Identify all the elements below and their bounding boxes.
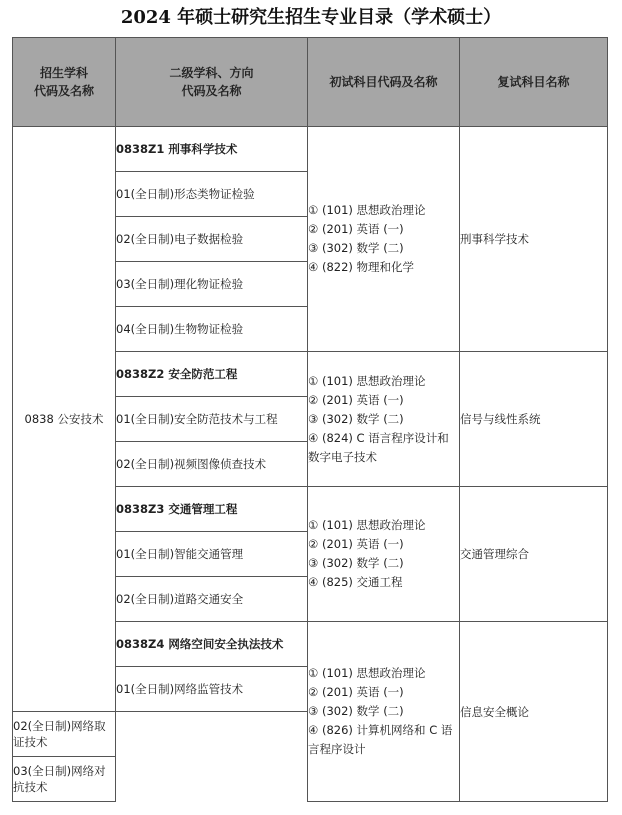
exam-subjects-cell: ① (101) 思想政治理论 ② (201) 英语 (一) ③ (302) 数学 (二) ④ (822) 物理和化学 <box>308 127 460 352</box>
direction-group-title: 0838Z1 刑事科学技术 <box>116 127 308 172</box>
direction-cell: 03(全日制)网络对抗技术 <box>13 757 116 802</box>
header-retest-subject: 复试科目名称 <box>460 38 608 127</box>
retest-subject-cell: 信息安全概论 <box>460 622 608 802</box>
discipline-cell: 0838 公安技术 <box>13 127 116 712</box>
retest-subject-cell: 交通管理综合 <box>460 487 608 622</box>
direction-cell: 01(全日制)形态类物证检验 <box>116 172 308 217</box>
direction-group-title: 0838Z4 网络空间安全执法技术 <box>116 622 308 667</box>
header-sub-discipline: 二级学科、方向 代码及名称 <box>116 38 308 127</box>
direction-cell: 03(全日制)理化物证检验 <box>116 262 308 307</box>
retest-subject-cell: 信号与线性系统 <box>460 352 608 487</box>
header-exam-subjects: 初试科目代码及名称 <box>308 38 460 127</box>
header-discipline: 招生学科 代码及名称 <box>13 38 116 127</box>
direction-cell: 04(全日制)生物物证检验 <box>116 307 308 352</box>
catalog-table <box>12 37 608 802</box>
exam-subjects-cell: ① (101) 思想政治理论 ② (201) 英语 (一) ③ (302) 数学 (二) ④ (824) C 语言程序设计和数字电子技术 <box>308 352 460 487</box>
direction-cell: 02(全日制)网络取证技术 <box>13 712 116 757</box>
direction-group-title: 0838Z2 安全防范工程 <box>116 352 308 397</box>
direction-cell: 02(全日制)视频图像侦查技术 <box>116 442 308 487</box>
header-row <box>13 38 608 127</box>
direction-cell: 02(全日制)电子数据检验 <box>116 217 308 262</box>
direction-cell: 01(全日制)智能交通管理 <box>116 532 308 577</box>
page-title: 2024 年硕士研究生招生专业目录（学术硕士） <box>120 7 502 28</box>
exam-subjects-cell: ① (101) 思想政治理论 ② (201) 英语 (一) ③ (302) 数学 (二) ④ (826) 计算机网络和 C 语言程序设计 <box>308 622 460 802</box>
retest-subject-cell: 刑事科学技术 <box>460 127 608 352</box>
direction-cell: 01(全日制)安全防范技术与工程 <box>116 397 308 442</box>
direction-cell: 02(全日制)道路交通安全 <box>116 577 308 622</box>
direction-group-title: 0838Z3 交通管理工程 <box>116 487 308 532</box>
table-row <box>13 127 608 172</box>
direction-cell: 01(全日制)网络监管技术 <box>116 667 308 712</box>
exam-subjects-cell: ① (101) 思想政治理论 ② (201) 英语 (一) ③ (302) 数学 (二) ④ (825) 交通工程 <box>308 487 460 622</box>
